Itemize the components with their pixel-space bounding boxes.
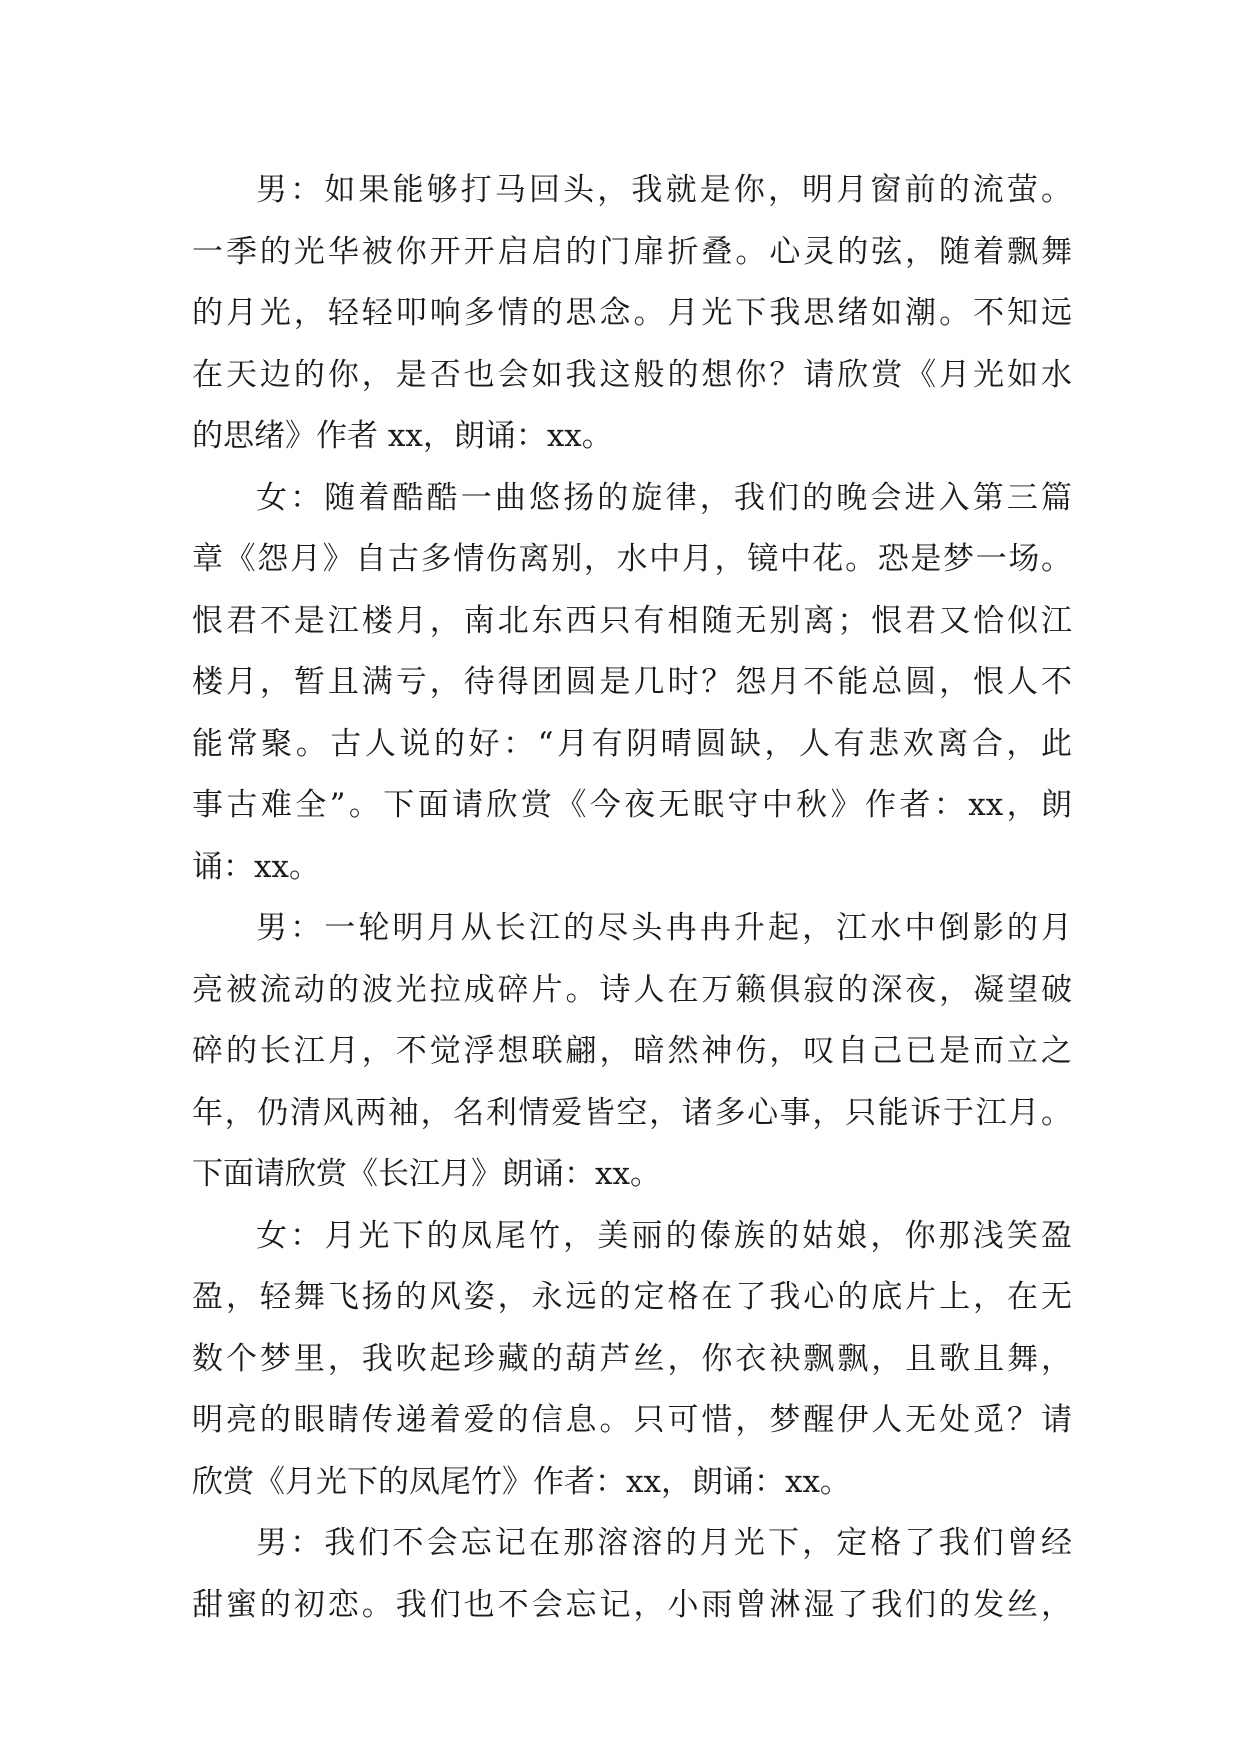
document-body <box>192 160 1072 1636</box>
text-line: 数个梦里，我吹起珍藏的葫芦丝，你衣袂飘飘，且歌且舞， <box>192 1340 1072 1377</box>
text-line: 男：我们不会忘记在那溶溶的月光下，定格了我们曾经 <box>256 1525 1072 1561</box>
text-line: 在天边的你，是否也会如我这般的想你？请欣赏《月光如水 <box>192 356 1072 393</box>
text-line: 章《怨月》自古多情伤离别，水中月，镜中花。恐是梦一场。 <box>192 541 1072 577</box>
text-line: 女：随着酷酷一曲悠扬的旋律，我们的晚会进入第三篇 <box>256 479 1072 516</box>
text-line: 能常聚。古人说的好：“月有阴晴圆缺，人有悲欢离合，此 <box>192 725 1072 762</box>
text-line: 欣赏《月光下的凤尾竹》作者：xx，朗诵：xx。 <box>192 1463 851 1500</box>
paragraph <box>192 898 1072 1206</box>
text-line: 女：月光下的凤尾竹，美丽的傣族的姑娘，你那浅笑盈 <box>256 1217 1072 1254</box>
text-line: 恨君不是江楼月，南北东西只有相随无别离；恨君又恰似江 <box>192 602 1072 639</box>
text-line: 诵：xx。 <box>192 848 320 885</box>
text-line: 事古难全”。下面请欣赏《今夜无眠守中秋》作者：xx，朗 <box>192 787 1072 823</box>
text-line: 的思绪》作者 xx，朗诵：xx。 <box>192 418 613 454</box>
text-line: 亮被流动的波光拉成碎片。诗人在万籁俱寂的深夜，凝望破 <box>192 971 1072 1008</box>
text-line: 男：如果能够打马回头，我就是你，明月窗前的流萤。 <box>256 172 1072 208</box>
text-line: 的月光，轻轻叩响多情的思念。月光下我思绪如潮。不知远 <box>192 295 1072 331</box>
paragraph <box>192 468 1072 899</box>
paragraph <box>192 1206 1072 1514</box>
text-line: 楼月，暂且满亏，待得团圆是几时？怨月不能总圆，恨人不 <box>192 664 1072 700</box>
text-line: 年，仍清风两袖，名利情爱皆空，诸多心事，只能诉于江月。 <box>192 1094 1072 1131</box>
text-line: 碎的长江月，不觉浮想联翩，暗然神伤，叹自己已是而立之 <box>192 1033 1072 1069</box>
text-line: 一季的光华被你开开启启的门扉折叠。心灵的弦，随着飘舞 <box>192 233 1072 270</box>
text-line: 下面请欣赏《长江月》朗诵：xx。 <box>192 1156 661 1192</box>
text-line: 盈，轻舞飞扬的风姿，永远的定格在了我心的底片上，在无 <box>192 1279 1072 1315</box>
text-line: 明亮的眼睛传递着爱的信息。只可惜，梦醒伊人无处觅？请 <box>192 1402 1072 1438</box>
text-line: 男：一轮明月从长江的尽头冉冉升起，江水中倒影的月 <box>256 910 1072 946</box>
paragraph <box>192 1513 1072 1636</box>
text-line: 甜蜜的初恋。我们也不会忘记，小雨曾淋湿了我们的发丝， <box>192 1586 1072 1623</box>
paragraph <box>192 160 1072 468</box>
